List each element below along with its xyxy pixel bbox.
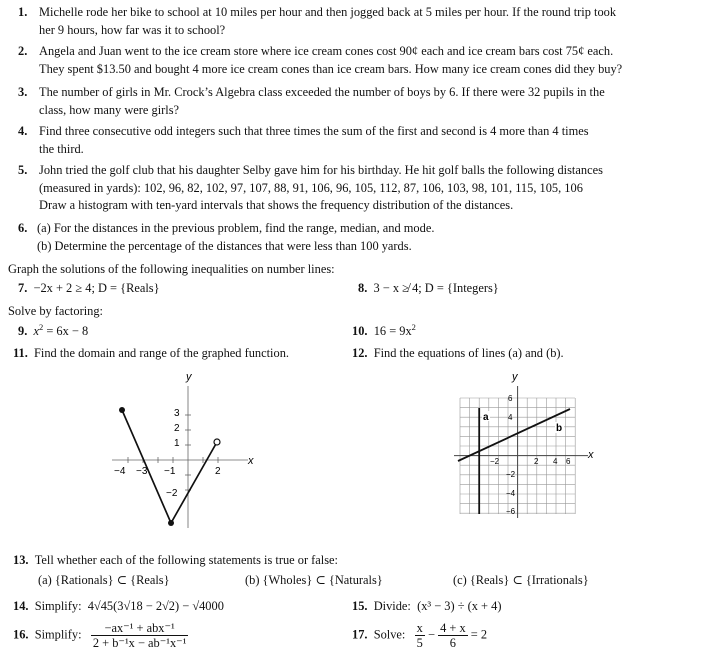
axis-ticks bbox=[128, 415, 218, 490]
problem-number: 9. bbox=[18, 324, 28, 338]
tick-label: 2 bbox=[215, 466, 221, 477]
x-axis-label: x bbox=[248, 455, 254, 467]
tick-label: −2 bbox=[506, 470, 516, 479]
problem-text: Michelle rode her bike to school at 10 miles per hour and then jogged back at 5 miles per hour. If the round trip took bbox=[39, 5, 617, 19]
problem-text: Tell whether each of the following statements is true or false: bbox=[34, 553, 338, 567]
problem-4 bbox=[18, 123, 698, 158]
denominator: 2 + b⁻¹x − ab⁻¹x⁻¹ bbox=[92, 636, 187, 650]
tick-label: −3 bbox=[136, 466, 148, 477]
tick-label: −2 bbox=[490, 457, 500, 466]
problem-text: her 9 hours, how far was it to school? bbox=[39, 22, 226, 37]
problem-13 bbox=[13, 553, 338, 568]
problem-text: 16 = 9x bbox=[373, 324, 412, 338]
numerator: −ax⁻¹ + abx⁻¹ bbox=[91, 621, 189, 636]
problem-text: the third. bbox=[39, 141, 84, 156]
lines-graph bbox=[440, 368, 600, 528]
problem-text: Find the domain and range of the graphed function. bbox=[34, 346, 289, 360]
problem-text: 3 − x ≱ 4; D = {Integers} bbox=[373, 281, 499, 295]
problem-label: Solve: bbox=[373, 627, 406, 642]
problem-1 bbox=[18, 4, 698, 39]
problem-14 bbox=[13, 599, 224, 614]
problem-text: The number of girls in Mr. Crock’s Algebra class exceeded the number of boys by 6. If there were 32 pupils in the bbox=[39, 85, 605, 99]
problem-3 bbox=[18, 84, 698, 119]
problem-11 bbox=[13, 346, 289, 361]
y-axis-label: y bbox=[186, 371, 192, 383]
problem-number: 5. bbox=[18, 163, 28, 177]
problem-label: Divide: bbox=[373, 599, 411, 613]
problem-7 bbox=[18, 281, 160, 296]
problem-13a: (a) {Rationals} ⊂ {Reals} bbox=[38, 573, 170, 587]
problem-6 bbox=[18, 220, 698, 255]
problem-number: 4. bbox=[18, 124, 28, 138]
problem-number: 17. bbox=[352, 627, 368, 642]
problem-10 bbox=[352, 322, 416, 339]
problem-text: −2x + 2 ≥ 4; D = {Reals} bbox=[33, 281, 160, 295]
problem-number: 8. bbox=[358, 281, 368, 295]
problem-9 bbox=[18, 322, 88, 339]
problem-number: 14. bbox=[13, 599, 29, 613]
problem-text: (b) Determine the percentage of the distances that were less than 100 yards. bbox=[37, 238, 412, 253]
problem-8 bbox=[358, 281, 499, 296]
tick-label: −2 bbox=[166, 488, 178, 499]
fraction bbox=[415, 621, 425, 650]
problem-number: 6. bbox=[18, 221, 28, 235]
problem-expression: (x³ − 3) ÷ (x + 4) bbox=[417, 599, 502, 613]
tick-label: 1 bbox=[174, 438, 180, 449]
problem-15 bbox=[352, 599, 501, 614]
problem-text: Angela and Juan went to the ice cream store where ice cream cones cost 90¢ each and ice cream bars cost 75¢ each. bbox=[39, 44, 614, 58]
line-a-label: a bbox=[483, 412, 489, 423]
problem-2 bbox=[18, 43, 698, 78]
tick-label: 2 bbox=[534, 457, 539, 466]
section-heading-inequalities: Graph the solutions of the following inequalities on number lines: bbox=[8, 262, 335, 276]
problem-number: 10. bbox=[352, 324, 368, 338]
problem-number: 1. bbox=[18, 5, 28, 19]
problem-label: Simplify: bbox=[34, 599, 82, 613]
tick-label: −4 bbox=[506, 489, 516, 498]
problem-text: = 6x − 8 bbox=[43, 324, 89, 338]
denominator: 5 bbox=[416, 636, 423, 650]
problem-17 bbox=[352, 621, 487, 650]
problem-number: 11. bbox=[13, 346, 28, 360]
tick-label: −1 bbox=[164, 466, 176, 477]
problem-13c: (c) {Reals} ⊂ {Irrationals} bbox=[453, 573, 589, 587]
problem-number: 13. bbox=[13, 553, 29, 567]
problem-text: They spent $13.50 and bought 4 more ice cream cones than ice cream bars. How many ice cream cones did they buy? bbox=[39, 61, 623, 76]
problem-number: 7. bbox=[18, 281, 28, 295]
tick-label: −4 bbox=[114, 466, 126, 477]
line-b bbox=[458, 409, 570, 461]
numerator: x bbox=[416, 621, 423, 635]
problem-12 bbox=[352, 346, 564, 361]
problem-text: Draw a histogram with ten-yard intervals that shows the frequency distribution of the distances. bbox=[39, 198, 514, 212]
problem-number: 3. bbox=[18, 85, 28, 99]
y-axis-label: y bbox=[512, 371, 518, 383]
closed-endpoint bbox=[119, 407, 125, 413]
x-axis-label: x bbox=[588, 449, 594, 461]
exponent: 2 bbox=[39, 322, 44, 332]
function-graph bbox=[100, 368, 270, 538]
problem-expression: 4√45(3√18 − 2√2) − √4000 bbox=[87, 599, 224, 613]
section-heading-factoring: Solve by factoring: bbox=[8, 304, 103, 318]
closed-endpoint bbox=[168, 520, 174, 526]
numerator: 4 + x bbox=[440, 621, 466, 635]
problem-expression: = 2 bbox=[470, 627, 488, 642]
operator: − bbox=[427, 627, 435, 642]
problem-number: 16. bbox=[13, 627, 29, 642]
problem-number: 2. bbox=[18, 44, 28, 58]
tick-label: 4 bbox=[553, 457, 558, 466]
problem-text: Find three consecutive odd integers such that three times the sum of the first and second is 4 more than 4 times bbox=[39, 124, 589, 138]
fraction bbox=[91, 621, 189, 650]
problem-text: (measured in yards): 102, 96, 82, 102, 97, 107, 88, 91, 106, 96, 105, 112, 87, 106, 103, 98, 101, 115, 105, 106 bbox=[39, 180, 583, 195]
line-b-label: b bbox=[556, 423, 563, 434]
tick-label: 6 bbox=[508, 394, 513, 403]
tick-label: 6 bbox=[566, 457, 571, 466]
problem-16 bbox=[13, 621, 188, 650]
problem-13b: (b) {Wholes} ⊂ {Naturals} bbox=[245, 573, 383, 587]
problem-text: Find the equations of lines (a) and (b). bbox=[373, 346, 564, 360]
open-endpoint bbox=[214, 439, 220, 445]
tick-label: 4 bbox=[508, 413, 513, 422]
problem-text: x bbox=[33, 324, 39, 338]
problem-text: John tried the golf club that his daughter Selby gave him for his birthday. He hit golf balls the following distances bbox=[39, 163, 603, 177]
denominator: 6 bbox=[449, 636, 456, 650]
tick-label: 2 bbox=[174, 423, 180, 434]
problem-number: 15. bbox=[352, 599, 368, 613]
tick-label: 3 bbox=[174, 408, 180, 419]
problem-text: class, how many were girls? bbox=[39, 102, 180, 117]
problem-label: Simplify: bbox=[34, 627, 82, 642]
problem-text: (a) For the distances in the previous problem, find the range, median, and mode. bbox=[37, 221, 435, 235]
problem-5 bbox=[18, 162, 698, 215]
exponent: 2 bbox=[411, 322, 416, 332]
problem-number: 12. bbox=[352, 346, 368, 360]
fraction bbox=[438, 621, 468, 650]
tick-label: −6 bbox=[506, 507, 516, 516]
